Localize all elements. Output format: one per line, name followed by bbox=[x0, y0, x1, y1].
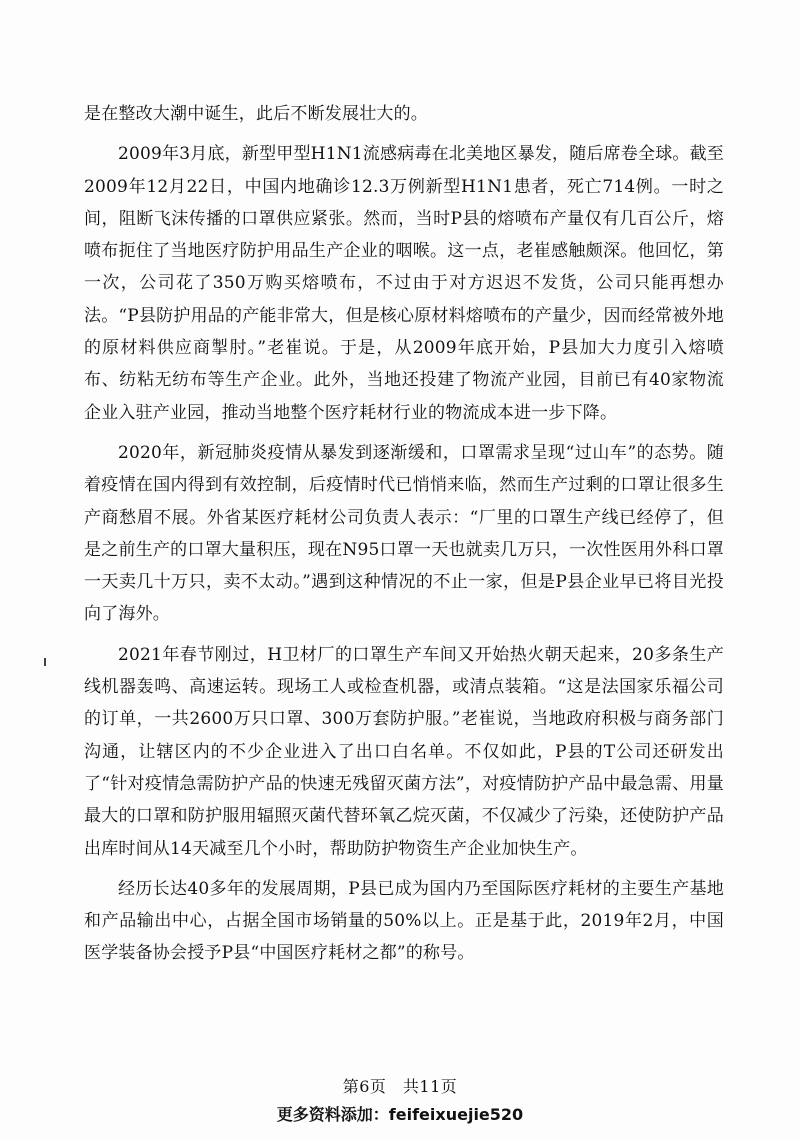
paragraph-conclusion: 经历长达40多年的发展周期，P县已成为国内乃至国际医疗耗材的主要生产基地和产品输出中心，占据全国市场销量的50%以上。正是基于此，2019年2月，中国医学装备协会授予P县“中国医疗耗材之都”的称号。 bbox=[84, 878, 724, 964]
paragraph-h1n1: 2009年3月底，新型甲型H1N1流感病毒在北美地区暴发，随后席卷全球。截至2009年12月22日，中国内地确诊12.3万例新型H1N1患者，死亡714例。一时之间，阻断飞沫传播的口罩供应紧张。然而，当时P县的熔喷布产量仅有几百公斤，熔喷布扼住了当地医疗防护用品生产企业的咽喉。这一点，老崔感触颇深。他回忆，第一次，公司花了350万购买熔喷布，不过由于对方迟迟不发货，公司只能再想办法。“P县防护用品的产能非常大，但是核心原材料熔喷布的产量少，因而经常被外地的原材料供应商掣肘。”老崔说。于是，从2009年底开始，P县加大力度引入熔喷布、纺粘无纺布等生产企业。此外，当地还投建了物流产业园，目前已有40家物流企业入驻产业园，推动当地整个医疗耗材行业的物流成本进一步下降。 bbox=[84, 144, 725, 423]
page-number: 第6页 共11页 bbox=[342, 1077, 458, 1096]
scan-speck bbox=[44, 658, 46, 666]
paragraph-continuation: 是在整改大潮中诞生，此后不断发展壮大的。 bbox=[84, 104, 428, 124]
paragraph-2020: 2020年，新冠肺炎疫情从暴发到逐渐缓和，口罩需求呈现“过山车”的态势。随着疫情在国内得到有效控制，后疫情时代已悄悄来临，然而生产过剩的口罩让很多生产商愁眉不展。外省某医疗耗材公司负责人表示：“厂里的口罩生产线已经停了，但是之前生产的口罩大量积压，现在N95口罩一天也就卖几万只，一次性医用外科口罩一天卖几十万只，卖不太动。”遇到这种情况的不止一家，但是P县企业早已将目光投向了海外。 bbox=[84, 442, 724, 625]
article-body bbox=[84, 98, 724, 978]
footer-note: 更多资料添加：feifeixuejie520 bbox=[276, 1105, 524, 1124]
paragraph-2021: 2021年春节刚过，H卫材厂的口罩生产车间又开始热火朝天起来，20多条生产线机器轰鸣、高速运转。现场工人或检查机器，或清点装箱。“这是法国家乐福公司的订单，一共2600万只口罩、300万套防护服。”老崔说，当地政府积极与商务部门沟通，让辖区内的不少企业进入了出口白名单。不仅如此，P县的T公司还研发出了“针对疫情急需防护产品的快速无残留灭菌方法”，对疫情防护产品中最急需、用量最大的口罩和防护服用辐照灭菌代替环氧乙烷灭菌，不仅减少了污染，还使防护产品出库时间从14天减至几个小时，帮助防护物资生产企业加快生产。 bbox=[84, 644, 724, 859]
